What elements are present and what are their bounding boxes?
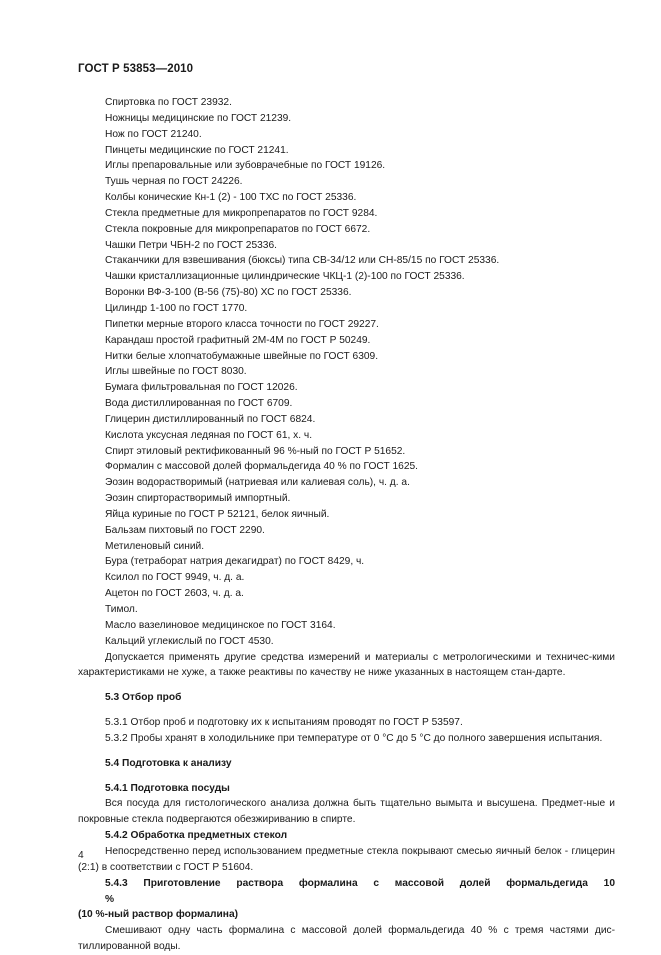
list-item: Яйца куриные по ГОСТ Р 52121, белок яичный.	[105, 508, 330, 520]
list-item: Глицерин дистиллированный по ГОСТ 6824.	[105, 413, 316, 425]
list-item: Нож по ГОСТ 21240.	[105, 128, 202, 140]
section-5-4-title: 5.4 Подготовка к анализу	[105, 757, 232, 769]
document-body	[78, 95, 615, 955]
list-item: Спирт этиловый ректификованный 96 %-ный по ГОСТ Р 51652.	[105, 445, 406, 457]
section-5-4-1-title: 5.4.1 Подготовка посуды	[105, 782, 230, 794]
list-item: Спиртовка по ГОСТ 23932.	[105, 97, 232, 108]
list-item: Стаканчики для взвешивания (бюксы) типа СВ-34/12 или СН-85/15 по ГОСТ 25336.	[105, 255, 500, 267]
list-item: Кальций углекислый по ГОСТ 4530.	[105, 635, 274, 647]
page-number: 4	[78, 850, 84, 861]
list-item: Тушь черная по ГОСТ 24226.	[105, 176, 243, 188]
list-item: Колбы конические Кн-1 (2) - 100 ТХС по ГОСТ 25336.	[105, 192, 357, 204]
list-item: Эозин спирторастворимый импортный.	[105, 493, 291, 505]
list-item: Ацетон по ГОСТ 2603, ч. д. а.	[105, 588, 244, 600]
section-5-3-1	[78, 715, 615, 731]
document-header: ГОСТ Р 53853—2010	[78, 63, 194, 75]
list-item: Бумага фильтровальная по ГОСТ 12026.	[105, 382, 298, 394]
section-5-3-title: 5.3 Отбор проб	[105, 692, 182, 704]
list-item: Вода дистиллированная по ГОСТ 6709.	[105, 398, 293, 410]
list-item: Ножницы медицинские по ГОСТ 21239.	[105, 112, 292, 124]
list-item: Карандаш простой графитный 2М-4М по ГОСТ Р 50249.	[105, 334, 371, 346]
section-5-4-3-title-continued: (10 %-ный раствор формалина)	[78, 909, 239, 921]
section-5-4-1-text: Вся посуда для гистологического анализа должна быть тщательно вымыта и высушена. Предмет-ные и покровные стекла подвергаются обезжириванию в спирте.	[78, 798, 615, 826]
section-5-4-3-title: 5.4.3 Приготовление раствора формалина с массовой долей формальдегида 10 %	[105, 877, 615, 905]
section-5-3-2	[78, 731, 615, 747]
list-item: Пинцеты медицинские по ГОСТ 21241.	[105, 144, 289, 156]
clause-number: 5.3.1	[105, 717, 128, 729]
clause-number: 5.3.2	[105, 732, 128, 744]
list-item: Формалин с массовой долей формальдегида 40 % по ГОСТ 1625.	[105, 461, 418, 473]
section-5-4-2-text: Непосредственно перед использованием предметные стекла покрывают смесью яичный белок - глицерин (2:1) в соответствии с ГОСТ Р 51604.	[78, 845, 615, 873]
list-item: Чашки кристаллизационные цилиндрические ЧКЦ-1 (2)-100 по ГОСТ 25336.	[105, 271, 465, 283]
clause-text: Отбор проб и подготовку их к испытаниям проводят по ГОСТ Р 53597.	[130, 717, 463, 729]
list-item: Кислота уксусная ледяная по ГОСТ 61, х. ч.	[105, 429, 313, 441]
list-item: Иглы швейные по ГОСТ 8030.	[105, 366, 247, 378]
list-item: Тимол.	[105, 604, 138, 615]
list-item: Пипетки мерные второго класса точности по ГОСТ 29227.	[105, 318, 379, 330]
list-item: Бальзам пихтовый по ГОСТ 2290.	[105, 524, 265, 536]
allowance-paragraph: Допускается применять другие средства измерений и материалы с метрологическими и техничес-кими характеристиками не хуже, а также реактивы по качеству не ниже указанных в настоящем стан-дарте.	[78, 651, 615, 679]
list-item: Воронки ВФ-3-100 (В-56 (75)-80) ХС по ГОСТ 25336.	[105, 287, 352, 299]
list-item: Стекла предметные для микропрепаратов по ГОСТ 9284.	[105, 207, 378, 219]
section-5-4-3-text: Смешивают одну часть формалина с массовой долей формальдегида 40 % с тремя частями дис-тиллированной воды.	[78, 925, 615, 953]
equipment-list	[78, 95, 615, 650]
list-item: Бура (тетраборат натрия декагидрат) по ГОСТ 8429, ч.	[105, 556, 365, 568]
list-item: Метиленовый синий.	[105, 540, 205, 552]
list-item: Цилиндр 1-100 по ГОСТ 1770.	[105, 302, 248, 314]
list-item: Стекла покровные для микропрепаратов по ГОСТ 6672.	[105, 223, 371, 235]
list-item: Нитки белые хлопчатобумажные швейные по ГОСТ 6309.	[105, 350, 379, 362]
clause-text: Пробы хранят в холодильнике при температуре от 0 °С до 5 °С до полного завершения испытания.	[130, 732, 603, 744]
list-item: Чашки Петри ЧБН-2 по ГОСТ 25336.	[105, 239, 277, 251]
list-item: Ксилол по ГОСТ 9949, ч. д. а.	[105, 572, 245, 584]
list-item: Масло вазелиновое медицинское по ГОСТ 3164.	[105, 619, 336, 631]
section-5-4-2-title: 5.4.2 Обработка предметных стекол	[105, 830, 288, 842]
list-item: Иглы препаровальные или зубоврачебные по ГОСТ 19126.	[105, 160, 386, 172]
list-item: Эозин водорастворимый (натриевая или калиевая соль), ч. д. а.	[105, 477, 410, 489]
